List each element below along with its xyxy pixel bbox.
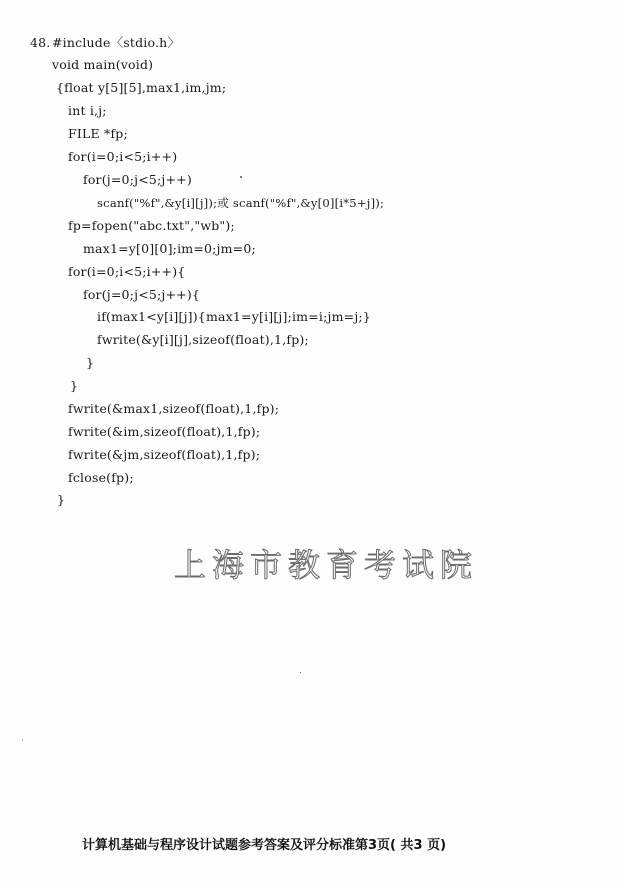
code-line-for-j-1: for(j=0;j<5;j++) (83, 172, 192, 187)
code-line-init-max: max1=y[0][0];im=0;jm=0; (83, 241, 256, 256)
scan-speck (240, 176, 242, 178)
scan-speck (300, 672, 301, 673)
code-line-fwrite-max: fwrite(&max1,sizeof(float),1,fp); (68, 401, 280, 416)
code-line-declare-float: {float y[5][5],max1,im,jm; (56, 80, 227, 95)
watermark-stamp: 上海市教育考试院 (174, 546, 479, 584)
code-line-for-j-2: for(j=0;j<5;j++){ (83, 287, 201, 302)
code-line-declare-int: int i,j; (68, 103, 107, 118)
code-line-fwrite-im: fwrite(&im,sizeof(float),1,fp); (68, 424, 261, 439)
code-line-if-max: if(max1<y[i][j]){max1=y[i][j];im=i;jm=j;} (97, 309, 371, 324)
code-line-scanf: scanf("%f",&y[i][j]);或 scanf("%f",&y[0][i*5+j]); (97, 196, 385, 210)
code-line-close-outer: } (70, 378, 79, 393)
code-line-declare-file: FILE *fp; (68, 126, 128, 141)
code-line-for-i-2: for(i=0;i<5;i++){ (68, 264, 186, 279)
code-line-fopen: fp=fopen("abc.txt","wb"); (68, 218, 235, 233)
code-line-include: #include〈stdio.h〉 (52, 35, 181, 50)
code-line-close-main: } (57, 492, 66, 507)
code-line-for-i-1: for(i=0;i<5;i++) (68, 149, 178, 164)
code-line-fwrite-jm: fwrite(&jm,sizeof(float),1,fp); (68, 447, 261, 462)
page-footer: 计算机基础与程序设计试题参考答案及评分标准第3页( 共3 页) (82, 838, 447, 853)
code-line-fclose: fclose(fp); (68, 470, 134, 485)
scan-speck (22, 740, 23, 741)
code-line-main: void main(void) (52, 57, 154, 72)
code-line-fwrite-element: fwrite(&y[i][j],sizeof(float),1,fp); (97, 332, 309, 347)
code-line-close-inner: } (86, 355, 95, 370)
question-number: 48. (30, 35, 51, 50)
